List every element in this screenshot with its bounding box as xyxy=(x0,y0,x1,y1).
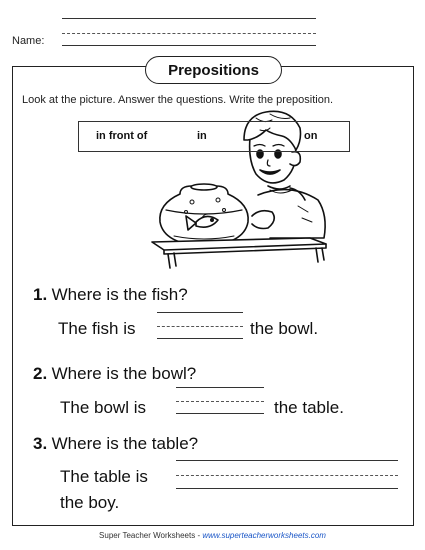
question-text: Where is the bowl? xyxy=(51,364,197,383)
question-2 xyxy=(33,364,196,384)
question-3 xyxy=(33,434,198,454)
answer-before: The bowl is xyxy=(60,398,146,417)
answer-blank-1[interactable] xyxy=(157,338,243,339)
answer-after: the table. xyxy=(274,398,344,417)
answer-midline xyxy=(176,401,264,402)
question-number: 1. xyxy=(33,285,48,304)
answer-top-line xyxy=(157,312,243,313)
word-bank xyxy=(78,121,350,152)
answer-midline xyxy=(176,475,398,476)
footer xyxy=(0,531,425,540)
name-top-line xyxy=(62,18,316,19)
footer-separator: - xyxy=(195,531,203,540)
answer-top-line xyxy=(176,387,264,388)
boy-fishbowl-illustration xyxy=(140,90,340,270)
answer-after: the bowl. xyxy=(250,319,319,338)
answer-top-line xyxy=(176,460,398,461)
question-text: Where is the fish? xyxy=(51,285,188,304)
word-bank-item: in front of xyxy=(96,130,148,142)
question-1 xyxy=(33,285,188,305)
question-number: 3. xyxy=(33,434,48,453)
name-input-line[interactable] xyxy=(62,45,316,46)
answer-after: the boy. xyxy=(60,493,120,512)
answer-before: The table is xyxy=(60,467,148,486)
word-bank-item: on xyxy=(304,130,318,142)
answer-blank-3[interactable] xyxy=(176,488,398,489)
title-badge xyxy=(145,56,282,84)
name-label: Name: xyxy=(12,35,45,47)
footer-url[interactable]: www.superteacherworksheets.com xyxy=(202,531,326,540)
page-title: Prepositions xyxy=(168,61,259,79)
answer-before: The fish is xyxy=(58,319,136,338)
name-midline xyxy=(62,33,316,34)
answer-blank-2[interactable] xyxy=(176,413,264,414)
word-bank-item: in xyxy=(197,130,207,142)
instructions: Look at the picture. Answer the questions. Write the preposition. xyxy=(22,94,334,106)
footer-brand: Super Teacher Worksheets xyxy=(99,531,196,540)
question-text: Where is the table? xyxy=(51,434,199,453)
answer-midline xyxy=(157,326,243,327)
question-number: 2. xyxy=(33,364,48,383)
